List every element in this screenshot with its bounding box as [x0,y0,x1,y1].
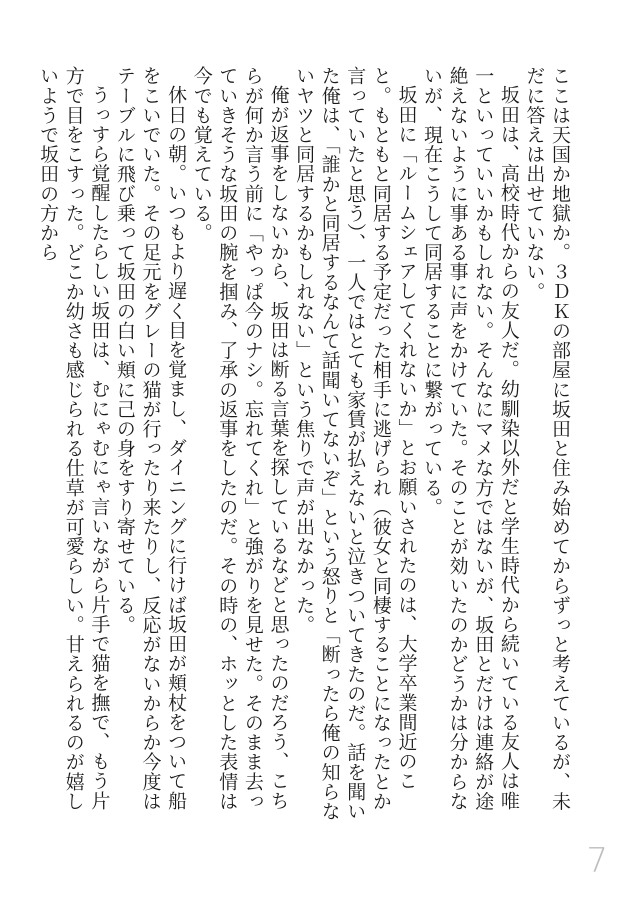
paragraph-2: 坂田は、高校時代からの友人だ。幼馴染以外だと学生時代から続いている友人は唯一といっていいかもしれない。そんなにマメな方ではないが、坂田とだけは連絡が途絶えないように事ある事に声をかけていた。そのことが効いたのかどうかは分からないが、現在こうして同居することに繋がっている。 [421,66,520,811]
page-number: 7 [586,841,608,881]
paragraph-5: 休日の朝。いつもより遅く目を覚まし、ダイニングに行けば坂田が頬杖をついて船をこいでいた。その足元をグレーの猫が行ったり来たりし、反応がないからか今度はテーブルに飛び乗って坂田の白い頬に己の身をすり寄せている。 [113,66,188,811]
paragraph-6: うっすら覚醒したらしい坂田は、むにゃむにゃ言いながら片手で猫を撫で、もう片方で目をこすった。どこか幼さも感じられる仕草が可愛らしい。甘えられるのが嬉しいようで坂田の方から [37,66,111,811]
vertical-text-body [35,66,572,828]
paragraph-1: ここは天国か地獄か。３ＤＫの部屋に坂田と住み始めてからずっと考えているが、未だに答えは出せていない。 [523,66,571,811]
paragraph-4: 俺が返事をしないから、坂田は断る言葉を探しているなどと思ったのだろう、こちらが何か言う前に「やっぱ今のナシ。忘れてくれ」と強がりを見せた。そのまま去っていきそうな坂田の腕を掴み、了承の返事をしたのだ。その時の、ホッとした表情は今でも覚えている。 [190,66,290,811]
paragraph-3: 坂田に「ルームシェアしてくれないか」とお願いされたのは、大学卒業間近のこと。もともと同居する予定だった相手に逃げられ（彼女と同棲することになったとか言っていたと思う）、一人ではとても家賃が払えないと泣きついてきたのだ。話を聞いた俺は、「誰かと同居するなんて話聞いてないぞ」という怒りと「断ったら俺の知らないヤツと同居するかもしれない」という焦りで声が出なかった。 [293,66,418,821]
